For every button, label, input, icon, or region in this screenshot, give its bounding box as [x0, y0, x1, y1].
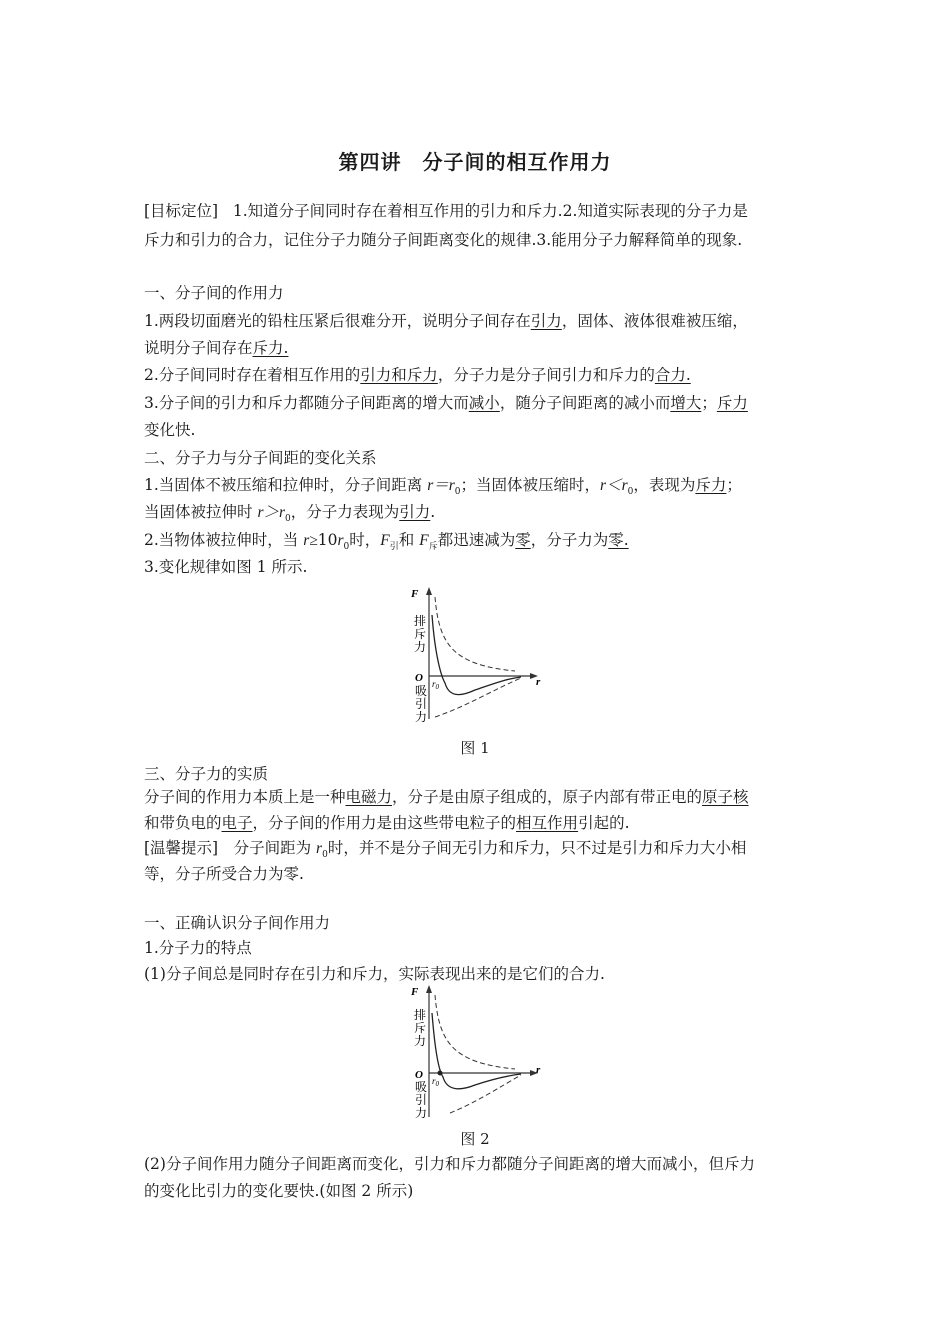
text: 10 — [317, 531, 338, 549]
s1-para-3-cont: 变化快. — [144, 421, 196, 439]
text: 引起的. — [578, 814, 630, 832]
answer-underline: 斥力. — [252, 339, 289, 357]
answer-underline: 减小 — [468, 394, 500, 412]
text: 1.当固体不被压缩和拉伸时，分子间距离 — [144, 476, 428, 494]
text: 2.分子间同时存在着相互作用的 — [144, 366, 361, 384]
text: 3.分子间的引力和斥力都随分子间距离的增大而 — [144, 394, 469, 412]
net-force-curve — [432, 1013, 521, 1089]
attraction-curve — [450, 1075, 521, 1113]
text: ，分子间的作用力是由这些带电粒子的 — [252, 814, 517, 832]
answer-underline: 电子 — [221, 814, 253, 832]
label-origin: O — [415, 1069, 423, 1081]
goal-line-1 — [144, 201, 748, 221]
label-repulsion: 排斥力 — [414, 614, 427, 654]
text: ； — [726, 476, 742, 494]
text: 1.两段切面磨光的铅柱压紧后很难分开，说明分子间存在 — [144, 312, 531, 330]
figure-1-caption: 图 1 — [460, 739, 490, 757]
s2-para-1-cont: 当固体被拉伸时 $r>r_0$，分子力表现为引力. — [144, 503, 436, 525]
text: . — [430, 503, 436, 521]
label-F: F — [411, 986, 419, 998]
s3-para-1-cont — [144, 813, 630, 833]
repulsion-curve — [435, 995, 515, 1069]
s4-subheading: 1.分子力的特点 — [144, 939, 252, 957]
answer-underline: 引力和斥力 — [360, 366, 438, 384]
answer-underline: 零. — [608, 531, 629, 549]
label-r: r — [536, 1064, 541, 1076]
math: r＜r — [600, 477, 628, 494]
text: ，分子力为 — [530, 531, 609, 549]
equilibrium-point — [438, 1071, 443, 1076]
figure-2-caption: 图 2 — [460, 1130, 490, 1148]
answer-underline: 原子核 — [702, 788, 749, 806]
answer-underline: 斥力 — [716, 394, 748, 412]
page-title: 第四讲 分子间的相互作用力 — [338, 150, 612, 174]
math: F — [419, 532, 429, 549]
math: r＞r — [257, 504, 286, 521]
answer-underline: 零 — [515, 531, 531, 549]
s1-para-1-cont — [144, 338, 288, 358]
label-r: r — [536, 676, 541, 688]
section-2-heading: 二、分子力与分子间距的变化关系 — [144, 449, 377, 467]
text: 和带负电的 — [144, 814, 222, 832]
tip-line-2: 等，分子所受合力为零. — [144, 865, 304, 883]
tip-label: [温馨提示] — [144, 839, 219, 857]
label-attraction: 吸引力 — [415, 1080, 428, 1120]
section-3-heading: 三、分子力的实质 — [144, 765, 269, 783]
text: 时，并不是分子间无引力和斥力，只不过是引力和斥力大小相 — [327, 839, 747, 857]
label-origin: O — [415, 672, 423, 684]
y-axis-arrow — [426, 587, 432, 595]
label-r0: $r_0$ — [432, 1076, 440, 1088]
s4-para-2-cont: 的变化比引力的变化要快.(如图 2 所示) — [144, 1182, 414, 1200]
answer-underline: 相互作用 — [516, 814, 579, 832]
math: F — [380, 532, 390, 549]
answer-underline: 引力 — [399, 503, 431, 521]
attraction-curve — [435, 678, 521, 717]
goal-label: [目标定位] — [144, 202, 219, 220]
text: ，分子力是分子间引力和斥力的 — [437, 366, 655, 384]
text: ，表现为 — [633, 476, 696, 494]
s4-para-2: (2)分子间作用力随分子间距离而变化，引力和斥力都随分子间距离的增大而减小，但斥力 — [144, 1155, 755, 1173]
label-F: F — [411, 588, 419, 600]
figure-1-force-graph — [405, 585, 550, 725]
text: 和 — [398, 531, 420, 549]
answer-underline: 引力 — [530, 312, 562, 330]
text: ，随分子间距离的减小而 — [499, 394, 671, 412]
subscript: 引 — [389, 542, 399, 553]
label-attraction: 吸引力 — [415, 684, 428, 724]
label-r0: $r_0$ — [432, 679, 440, 691]
net-force-curve — [432, 615, 521, 695]
s3-para-1 — [144, 787, 749, 807]
text: 说明分子间存在 — [144, 339, 253, 357]
text: 分子间距为 — [218, 839, 317, 857]
section-4-heading: 一、正确认识分子间作用力 — [144, 914, 331, 932]
text: 2.当物体被拉伸时，当 — [144, 531, 304, 549]
text: ，分子力表现为 — [290, 503, 400, 521]
s2-para-1: 1.当固体不被压缩和拉伸时，分子间距离 $r=r_0$；当固体被压缩时，$r<r_0$，表现为斥力； — [144, 476, 742, 498]
math: r — [316, 840, 323, 857]
text: 当固体被拉伸时 — [144, 503, 258, 521]
text: ； — [701, 394, 717, 412]
s1-para-2 — [144, 365, 691, 385]
figure-2-force-graph — [405, 983, 550, 1123]
s2-para-2: 2.当物体被拉伸时，当 $r\ge 10r_0$时，$F_引$和 $F_斥$都迅速减为零，分子力为零. — [144, 531, 629, 553]
text: 分子间的作用力本质上是一种 — [144, 788, 346, 806]
tip-line-1: [温馨提示] 分子间距为 $r_0$时，并不是分子间无引力和斥力，只不过是引力和斥力大小相 — [144, 839, 747, 861]
answer-underline: 合力. — [654, 366, 691, 384]
s4-para-1: (1)分子间总是同时存在引力和斥力，实际表现出来的是它们的合力. — [144, 965, 605, 983]
subscript: 斥 — [428, 542, 438, 553]
text: 时， — [349, 531, 381, 549]
repulsion-curve — [435, 597, 515, 671]
math: r≥ — [303, 532, 318, 549]
text: ；当固体被压缩时， — [460, 476, 601, 494]
answer-underline: 电磁力 — [345, 788, 393, 806]
label-repulsion: 排斥力 — [414, 1008, 427, 1048]
answer-underline: 斥力 — [695, 476, 727, 494]
text: 都迅速减为 — [437, 531, 516, 549]
goal-text-1: 1.知道分子间同时存在着相互作用的引力和斥力.2.知道实际表现的分子力是 — [232, 202, 748, 220]
section-1-heading: 一、分子间的作用力 — [144, 284, 284, 302]
text: ，分子是由原子组成的，原子内部有带正电的 — [392, 788, 703, 806]
s1-para-3 — [144, 393, 748, 413]
s2-para-3: 3.变化规律如图 1 所示. — [144, 558, 308, 576]
text: ，固体、液体很难被压缩， — [561, 312, 748, 330]
y-axis-arrow — [426, 985, 432, 993]
goal-line-2: 斥力和引力的合力，记住分子力随分子间距离变化的规律.3.能用分子力解释简单的现象. — [144, 231, 743, 249]
math: r＝r — [427, 477, 455, 494]
s1-para-1 — [144, 311, 748, 331]
answer-underline: 增大 — [670, 394, 702, 412]
